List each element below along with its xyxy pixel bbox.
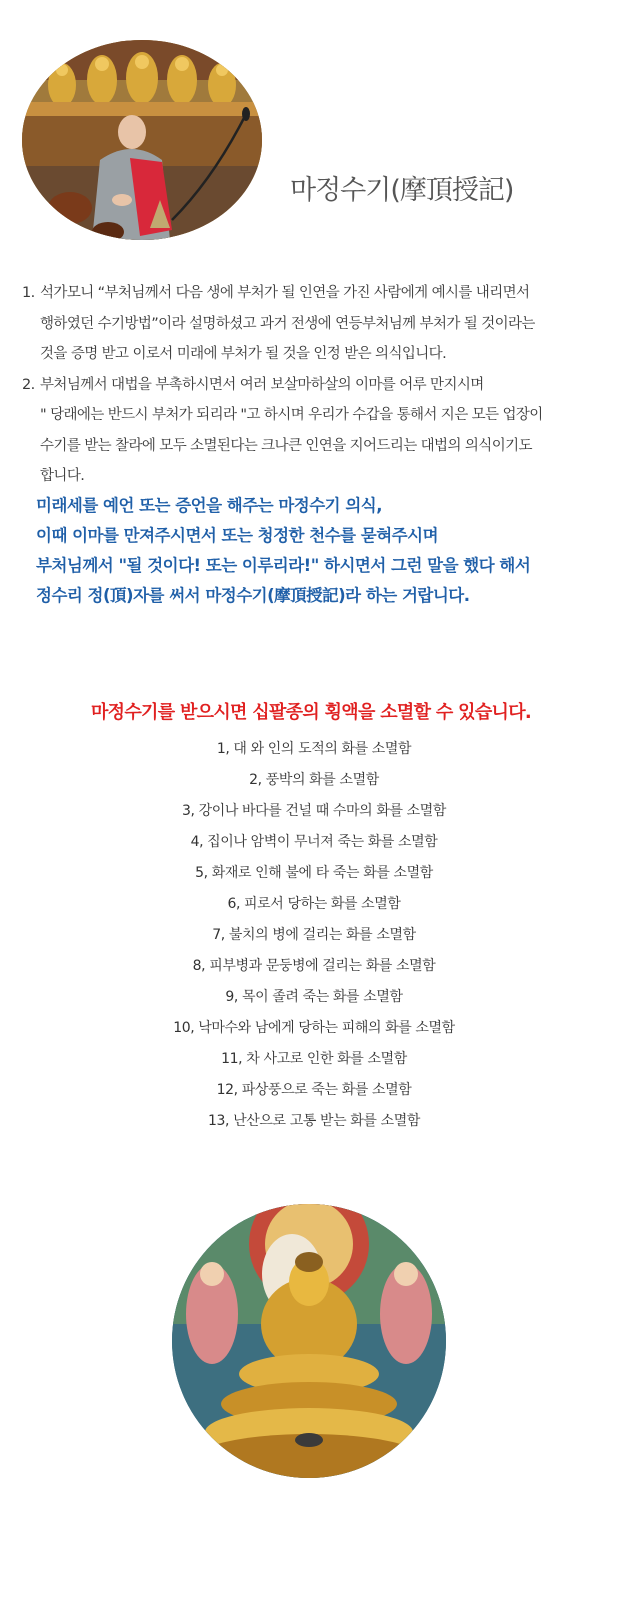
list-item: 12, 파상풍으로 죽는 화를 소멸함 bbox=[216, 1082, 412, 1098]
list-item: 10, 낙마수와 남에게 당하는 피해의 화를 소멸함 bbox=[173, 1020, 455, 1036]
buddha-statue-photo bbox=[172, 1204, 446, 1478]
explanation-list bbox=[22, 278, 602, 492]
list-item: 3, 강이나 바다를 건널 때 수마의 화를 소멸함 bbox=[181, 803, 447, 819]
list-item: 13, 난산으로 고통 받는 화를 소멸함 bbox=[208, 1113, 420, 1129]
list-item: 5, 화재로 인해 불에 타 죽는 화를 소멸함 bbox=[195, 865, 433, 881]
list-item: 9, 목이 졸려 죽는 화를 소멸함 bbox=[225, 989, 403, 1005]
list-item: 7, 불치의 병에 걸리는 화를 소멸함 bbox=[212, 927, 416, 943]
emphasis-line: 부처님께서 "될 것이다! 또는 이루리라!" 하시면서 그런 말을 했다 해서 bbox=[36, 556, 531, 575]
item-line: 부처님께서 대법을 부촉하시면서 여러 보살마하살의 이마를 어루 만지시며 bbox=[40, 376, 484, 393]
list-item: 11, 차 사고로 인한 화를 소멸함 bbox=[221, 1051, 407, 1067]
list-item: 4, 집이나 암벽이 무너져 죽는 화를 소멸함 bbox=[190, 834, 438, 850]
emphasis-paragraph bbox=[36, 491, 616, 611]
item-line: 수기를 받는 찰라에 모두 소멸된다는 크나큰 인연을 지어드리는 대법의 의식이기도 bbox=[40, 437, 532, 454]
emphasis-line: 정수리 정(頂)자를 써서 마정수기(摩頂授記)라 하는 거랍니다. bbox=[36, 586, 470, 605]
item-line: 것을 증명 받고 이로서 미래에 부처가 될 것을 인정 받은 의식입니다. bbox=[40, 346, 447, 362]
item-line: 합니다. bbox=[40, 468, 85, 484]
list-item: 1, 대 와 인의 도적의 화를 소멸함 bbox=[216, 741, 412, 757]
item-number: 2. bbox=[22, 376, 35, 393]
list-item: 8, 피부병과 문둥병에 걸리는 화를 소멸함 bbox=[192, 958, 436, 974]
page-title: 마정수기(摩頂授記) bbox=[290, 175, 514, 206]
list-item: 2, 풍박의 화를 소멸함 bbox=[249, 772, 379, 788]
item-line: 행하였던 수기방법”이라 설명하셨고 과거 전생에 연등부처님께 부처가 될 것이라는 bbox=[40, 315, 535, 332]
monk-photo bbox=[22, 40, 262, 240]
emphasis-line: 미래세를 예언 또는 증언을 해주는 마정수기 의식, bbox=[36, 496, 383, 515]
list-item: 6, 피로서 당하는 화를 소멸함 bbox=[227, 896, 401, 912]
benefits-list bbox=[0, 734, 628, 1137]
explanation-item bbox=[22, 278, 602, 370]
benefits-heading: 마정수기를 받으시면 십팔종의 횡액을 소멸할 수 있습니다. bbox=[90, 702, 532, 723]
explanation-item bbox=[22, 370, 602, 492]
item-line: 석가모니 “부처님께서 다음 생에 부처가 될 인연을 가진 사람에게 예시를 내리면서 bbox=[40, 285, 530, 301]
item-number: 1. bbox=[22, 285, 35, 301]
item-line: " 당래에는 반드시 부처가 되리라 "고 하시며 우리가 수갑을 통해서 지은 모든 업장이 bbox=[40, 407, 543, 423]
emphasis-line: 이때 이마를 만져주시면서 또는 청정한 천수를 묻혀주시며 bbox=[36, 526, 439, 545]
